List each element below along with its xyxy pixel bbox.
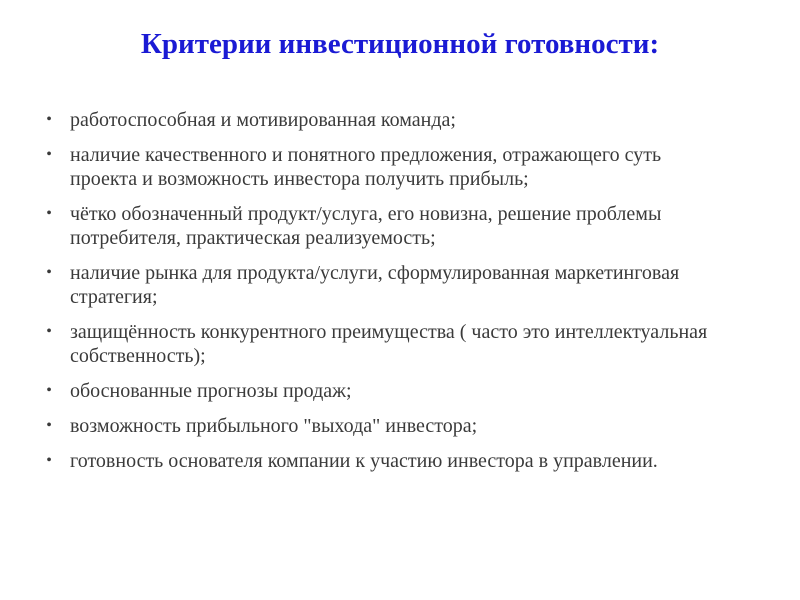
list-item [40,414,730,438]
bullet-icon: • [46,417,52,434]
list-item-text: обоснованные прогнозы продаж; [70,380,352,402]
list-item-text: готовность основателя компании к участию инвестора в управлении. [70,450,658,472]
bullet-icon: • [46,323,52,340]
criteria-list [40,108,730,484]
list-item-text: наличие качественного и понятного предложения, отражающего суть проекта и возможность инвестора получить прибыль; [70,144,662,190]
list-item-text: работоспособная и мотивированная команда; [70,109,456,131]
bullet-icon: • [46,452,52,469]
list-item-text: наличие рынка для продукта/услуги, сформулированная маркетинговая стратегия; [70,262,680,308]
list-item [40,143,730,191]
bullet-icon: • [46,264,52,281]
bullet-icon: • [46,382,52,399]
list-item-text: чётко обозначенный продукт/услуга, его новизна, решение проблемы потребителя, практическая реализуемость; [70,203,662,249]
list-item [40,320,730,368]
bullet-icon: • [46,111,52,128]
list-item [40,202,730,250]
list-item [40,261,730,309]
slide-title: Критерии инвестиционной готовности: [140,28,660,60]
bullet-icon: • [46,146,52,163]
list-item-text: возможность прибыльного "выхода" инвестора; [70,415,478,437]
list-item [40,449,730,473]
list-item [40,108,730,132]
list-item-text: защищённость конкурентного преимущества ( часто это интеллектуальная собственность); [70,321,708,367]
list-item [40,379,730,403]
bullet-icon: • [46,205,52,222]
